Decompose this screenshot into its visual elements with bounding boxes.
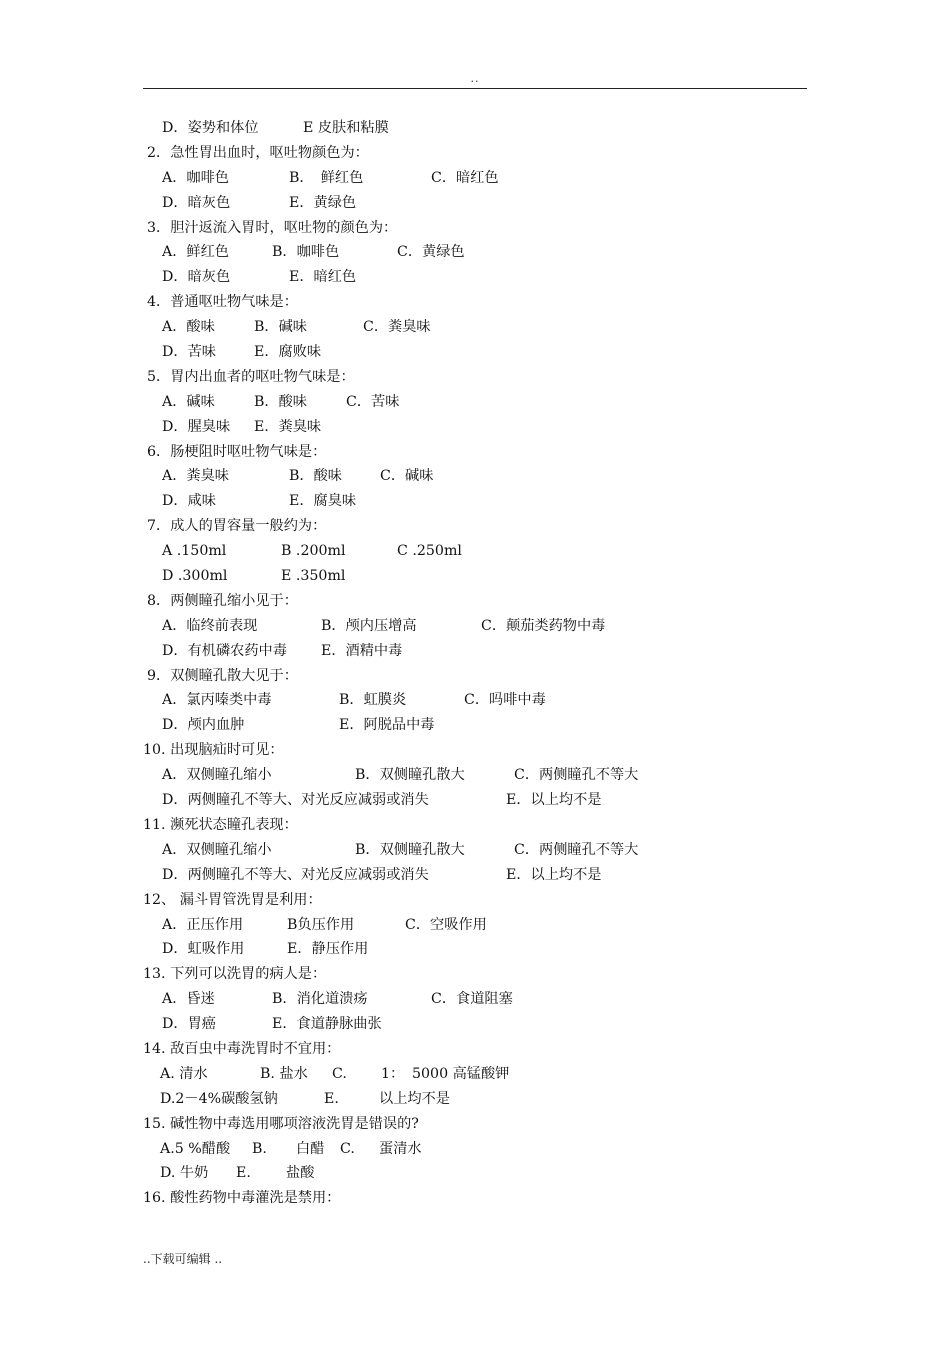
text-segment: A．正压作用: [162, 916, 244, 933]
text-segment: E．暗红色: [289, 269, 357, 286]
text-line: [0, 166, 950, 191]
text-line: [0, 1062, 950, 1087]
text-line: [0, 639, 950, 664]
text-line: [0, 664, 950, 689]
text-segment: 16. 酸性药物中毒灌洗是禁用：: [143, 1190, 341, 1207]
text-line: [0, 813, 950, 838]
text-segment: E.: [236, 1165, 251, 1182]
text-line: [0, 713, 950, 738]
text-line: [0, 1112, 950, 1137]
text-segment: D．暗灰色: [162, 194, 231, 211]
text-segment: 白醋: [296, 1140, 325, 1157]
text-line: [0, 863, 950, 888]
footer-text: ..下载可编辑 ..: [143, 1252, 223, 1266]
text-segment: E．酒精中毒: [321, 642, 403, 659]
text-segment: D．暗灰色: [162, 269, 231, 286]
text-segment: A．鲜红色: [162, 244, 229, 261]
text-segment: E.: [324, 1090, 339, 1107]
text-segment: 6．肠梗阻时呕吐物气味是：: [147, 443, 327, 460]
text-segment: 8．两侧瞳孔缩小见于：: [147, 592, 298, 609]
text-line: [0, 1186, 950, 1211]
text-segment: E．黄绿色: [289, 194, 357, 211]
text-segment: E 皮肤和粘膜: [303, 120, 389, 136]
text-line: [0, 265, 950, 290]
text-segment: A．昏迷: [162, 991, 215, 1008]
text-segment: B．碱味: [254, 319, 307, 336]
text-segment: A.5 %醋酸: [160, 1140, 231, 1157]
text-line: [0, 514, 950, 539]
text-segment: E．食道静脉曲张: [272, 1016, 382, 1033]
text-line: [0, 290, 950, 315]
text-segment: B. 盐水: [260, 1065, 308, 1082]
text-segment: B． 鲜红色: [289, 169, 364, 186]
text-segment: B负压作用: [287, 916, 355, 933]
text-segment: C．两侧瞳孔不等大: [514, 767, 639, 784]
text-segment: A．咖啡色: [162, 169, 229, 186]
text-segment: D．虹吸作用: [162, 941, 245, 958]
text-line: [0, 738, 950, 763]
text-segment: 5．胃内出血者的呕吐物气味是：: [147, 368, 355, 385]
text-segment: C．碱味: [380, 468, 434, 485]
text-line: [0, 415, 950, 440]
text-line: [0, 888, 950, 913]
text-segment: A. 清水: [160, 1065, 208, 1082]
text-segment: B．双侧瞳孔散大: [355, 767, 465, 784]
text-segment: 蛋清水: [379, 1140, 422, 1157]
text-segment: D．苦味: [162, 344, 216, 361]
text-segment: C．空吸作用: [405, 916, 487, 933]
text-line: [0, 987, 950, 1012]
text-segment: 9．双侧瞳孔散大见于：: [147, 667, 298, 684]
text-segment: C．苦味: [346, 393, 400, 410]
text-line: [0, 1161, 950, 1186]
header-mark: ..: [470, 72, 480, 85]
text-segment: 4．普通呕吐物气味是：: [147, 294, 298, 311]
text-segment: E .350ml: [281, 568, 346, 585]
text-segment: 11. 濒死状态瞳孔表现：: [143, 816, 298, 833]
text-line: [0, 1137, 950, 1162]
text-line: [0, 1012, 950, 1037]
text-segment: C．粪臭味: [363, 319, 431, 336]
text-segment: B．咖啡色: [272, 244, 340, 261]
text-segment: A．酸味: [162, 319, 215, 336]
text-segment: B.: [252, 1140, 267, 1157]
text-segment: C．两侧瞳孔不等大: [514, 841, 639, 858]
text-line: [0, 340, 950, 365]
text-segment: A .150ml: [162, 543, 227, 560]
text-segment: 5000 高锰酸钾: [412, 1065, 510, 1082]
text-segment: C．黄绿色: [397, 244, 465, 261]
text-segment: D.2－4%碳酸氢钠: [160, 1090, 278, 1107]
text-segment: E．腐臭味: [289, 493, 357, 510]
text-segment: C．吗啡中毒: [464, 692, 546, 709]
text-segment: D．两侧瞳孔不等大、对光反应减弱或消失: [162, 866, 429, 883]
text-segment: D．颅内血肿: [162, 717, 245, 734]
text-segment: E．阿脱品中毒: [339, 717, 435, 734]
text-line: [0, 539, 950, 564]
text-segment: 2．急性胃出血时，呕吐物颜色为：: [147, 144, 369, 161]
text-segment: 盐酸: [286, 1165, 315, 1182]
text-line: [0, 614, 950, 639]
text-segment: 15. 碱性物中毒选用哪项溶液洗胃是错误的?: [143, 1115, 419, 1132]
text-segment: C．食道阻塞: [431, 991, 513, 1008]
text-line: [0, 564, 950, 589]
header-rule: [143, 88, 807, 89]
text-segment: C.: [332, 1065, 347, 1082]
text-segment: C．颠茄类药物中毒: [481, 617, 606, 634]
text-segment: B．虹膜炎: [339, 692, 407, 709]
text-segment: 7．成人的胃容量一般约为：: [147, 518, 327, 535]
text-line: [0, 216, 950, 241]
text-segment: A．氯丙嗪类中毒: [162, 692, 272, 709]
text-segment: D．胃癌: [162, 1016, 216, 1033]
text-line: [0, 141, 950, 166]
text-segment: D．咸味: [162, 493, 216, 510]
text-segment: D．两侧瞳孔不等大、对光反应减弱或消失: [162, 792, 429, 809]
text-line: [0, 838, 950, 863]
text-segment: D．腥臭味: [162, 418, 231, 435]
text-segment: D．有机磷农药中毒: [162, 642, 287, 659]
text-line: [0, 688, 950, 713]
text-line: [0, 788, 950, 813]
text-segment: B．酸味: [254, 393, 307, 410]
text-segment: D. 牛奶: [160, 1165, 209, 1182]
text-line: [0, 240, 950, 265]
text-segment: A．临终前表现: [162, 617, 258, 634]
text-segment: 以上均不是: [379, 1090, 450, 1107]
text-line: [0, 489, 950, 514]
text-line: [0, 464, 950, 489]
text-segment: 3．胆汁返流入胃时，呕吐物的颜色为：: [147, 219, 398, 236]
text-line: [0, 962, 950, 987]
question-list: [0, 116, 950, 1211]
text-segment: A．双侧瞳孔缩小: [162, 767, 272, 784]
text-segment: 10. 出现脑疝时可见：: [143, 742, 284, 759]
text-line: [0, 390, 950, 415]
text-segment: A．粪臭味: [162, 468, 229, 485]
text-segment: E．粪臭味: [254, 418, 322, 435]
text-segment: A．碱味: [162, 393, 215, 410]
text-segment: 1：: [381, 1065, 405, 1082]
text-segment: 12、 漏斗胃管洗胃是利用：: [143, 891, 322, 908]
text-segment: C .250ml: [397, 543, 462, 560]
text-segment: C．暗红色: [431, 169, 499, 186]
text-segment: A．双侧瞳孔缩小: [162, 841, 272, 858]
text-segment: B．消化道溃疡: [272, 991, 368, 1008]
text-segment: D .300ml: [162, 568, 228, 585]
text-line: [0, 365, 950, 390]
text-segment: C.: [340, 1140, 355, 1157]
text-line: [0, 191, 950, 216]
text-line: [0, 1037, 950, 1062]
text-line: [0, 1087, 950, 1112]
text-segment: D．姿势和体位: [162, 120, 259, 136]
text-segment: B．双侧瞳孔散大: [355, 841, 465, 858]
text-segment: B .200ml: [281, 543, 346, 560]
text-segment: 13. 下列可以洗胃的病人是：: [143, 966, 327, 983]
text-segment: B．酸味: [289, 468, 342, 485]
text-segment: B．颅内压增高: [321, 617, 417, 634]
text-segment: E．以上均不是: [506, 792, 602, 809]
text-segment: E．静压作用: [287, 941, 369, 958]
text-segment: 14. 敌百虫中毒洗胃时不宜用：: [143, 1040, 341, 1057]
text-line: [0, 116, 950, 141]
text-line: [0, 440, 950, 465]
text-line: [0, 913, 950, 938]
text-line: [0, 589, 950, 614]
text-line: [0, 763, 950, 788]
text-segment: E．腐败味: [254, 344, 322, 361]
text-segment: E．以上均不是: [506, 866, 602, 883]
text-line: [0, 937, 950, 962]
text-line: [0, 315, 950, 340]
